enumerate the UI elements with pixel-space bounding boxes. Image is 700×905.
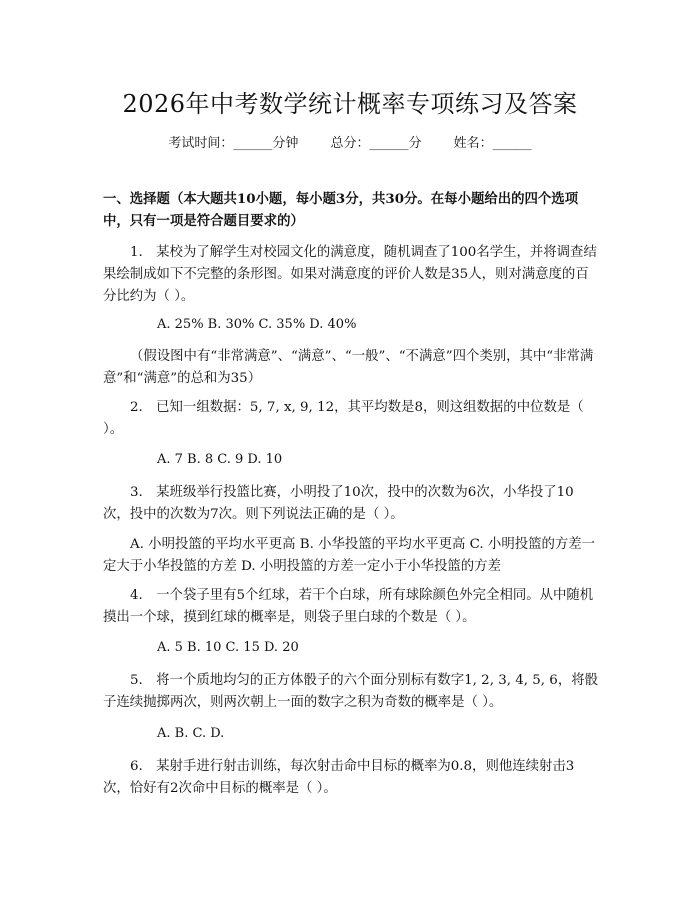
question-4-stem: 4. 一个袋子里有5个红球，若干个白球，所有球除颜色外完全相同。从中随机摸出一个球，摸到红球的概率是，则袋子里白球的个数是（ ）。 [103, 588, 594, 625]
question-1-options: A. 25% B. 30% C. 35% D. 40% [157, 317, 357, 332]
student-name: 姓名：______ [453, 136, 532, 151]
question-5-stem: 5. 将一个质地均匀的正方体骰子的六个面分别标有数字1, 2, 3, 4, 5, 6，将骰子连续抛掷两次，则两次朝上一面的数字之积为奇数的概率是（ ）。 [103, 673, 599, 710]
question-1-stem: 1. 某校为了解学生对校园文化的满意度，随机调查了100名学生，并将调查结果绘制成如下不完整的条形图。如果对满意度的评价人数是35人，则对满意度的百分比约为（ ）。 [103, 245, 597, 304]
question-5-options: A. B. C. D. [157, 726, 225, 741]
question-6-stem: 6. 某射手进行射击训练，每次射击命中目标的概率为0.8，则他连续射击3次，恰好有2次命中目标的概率是（ ）。 [103, 759, 575, 796]
page-title: 2026年中考数学统计概率专项练习及答案 [122, 90, 578, 118]
exam-time: 考试时间：______分钟 [168, 136, 299, 151]
question-3-options: A. 小明投篮的平均水平更高 B. 小华投篮的平均水平更高 C. 小明投篮的方差一定大于小华投篮的方差 D. 小明投篮的方差一定小于小华投篮的方差 [103, 537, 596, 574]
exam-info [0, 132, 700, 151]
question-2-options: A. 7 B. 8 C. 9 D. 10 [157, 452, 283, 467]
question-4-options: A. 5 B. 10 C. 15 D. 20 [157, 640, 299, 655]
section-heading: 一、选择题（本大题共10小题，每小题3分，共30分。在每小题给出的四个选项中，只有一项是符合题目要求的） [103, 191, 579, 229]
question-3-stem: 3. 某班级举行投篮比赛，小明投了10次，投中的次数为6次，小华投了10次，投中的次数为7次。则下列说法正确的是（ ）。 [103, 485, 574, 522]
total-score: 总分：______分 [330, 136, 422, 151]
question-2-stem: 2. 已知一组数据：5, 7, x, 9, 12，其平均数是8，则这组数据的中位数是（ ）。 [103, 400, 584, 437]
question-1-note: （假设图中有“非常满意”、“满意”、“一般”、“不满意”四个类别，其中“非常满意”和“满意”的总和为35） [103, 349, 594, 386]
